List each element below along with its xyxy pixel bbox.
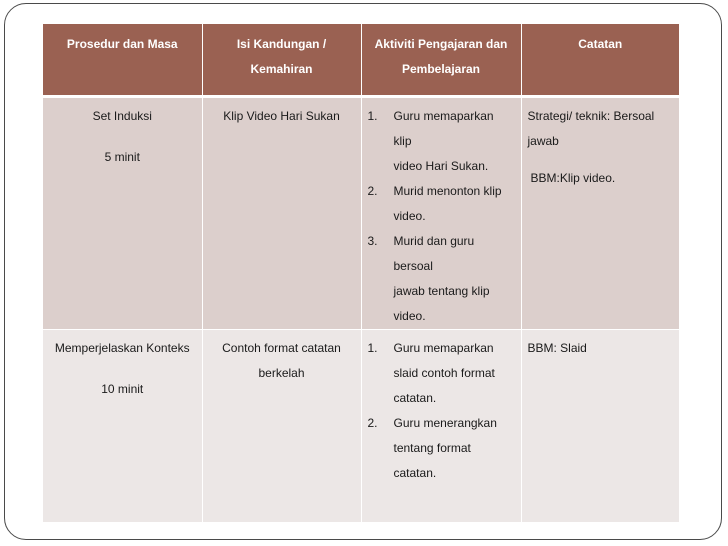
step-text: catatan. [393,390,437,405]
step-text: video Hari Sukan. [393,158,489,173]
activity-list [368,336,515,486]
list-item [368,229,515,329]
step-number: 1. [367,108,378,123]
step-number: 2. [367,183,378,198]
table-header-row [43,24,679,96]
header-text: Aktiviti Pengajaran dan [374,37,508,51]
procedure-name: Set Induksi [92,108,152,123]
notes-cell [521,96,679,329]
activities-cell [361,329,521,522]
content-line: Contoh format catatan [222,340,341,355]
notes-cell [521,329,679,522]
procedure-duration: 5 minit [104,149,140,164]
header-notes [521,24,679,96]
list-item [368,411,515,486]
step-text: jawab tentang klip [393,283,490,298]
note-line: BBM: Slaid [527,340,587,355]
note-line: Strategi/ teknik: Bersoal [527,108,655,123]
header-text: Prosedur dan Masa [66,37,178,51]
header-activities [361,24,521,96]
header-text: Kemahiran [250,62,313,76]
note-line: jawab [527,133,559,148]
content-line: berkelah [258,365,305,380]
step-text: video. [393,308,426,323]
step-text: video. [393,208,426,223]
table-row [43,96,679,329]
step-text: tentang format catatan. [393,440,471,480]
procedure-cell [43,329,202,522]
activity-list [368,104,515,329]
header-text: Isi Kandungan / [236,37,327,51]
step-text: Guru menerangkan [393,415,497,430]
step-text: slaid contoh format [393,365,495,380]
step-text: Murid menonton klip [393,183,502,198]
list-item [368,104,515,179]
header-content [202,24,361,96]
step-text: Murid dan guru bersoal [393,233,475,273]
step-text: Guru memaparkan klip [393,108,494,148]
header-text: Pembelajaran [401,62,481,76]
procedure-duration: 10 minit [101,381,144,396]
step-number: 1. [367,340,378,355]
note-line: BBM:Klip video. [530,170,616,185]
list-item [368,179,515,229]
procedure-cell [43,96,202,329]
list-item [368,336,515,411]
step-number: 3. [367,233,378,248]
activities-cell [361,96,521,329]
step-text: Guru memaparkan [393,340,494,355]
procedure-name: Memperjelaskan Konteks [54,340,190,355]
step-number: 2. [367,415,378,430]
header-text: Catatan [578,37,623,51]
content-cell [202,329,361,522]
content-cell [202,96,361,329]
table-row [43,329,679,522]
header-procedure [43,24,202,96]
content-line: Klip Video Hari Sukan [223,108,340,123]
lesson-plan-table [43,24,679,523]
